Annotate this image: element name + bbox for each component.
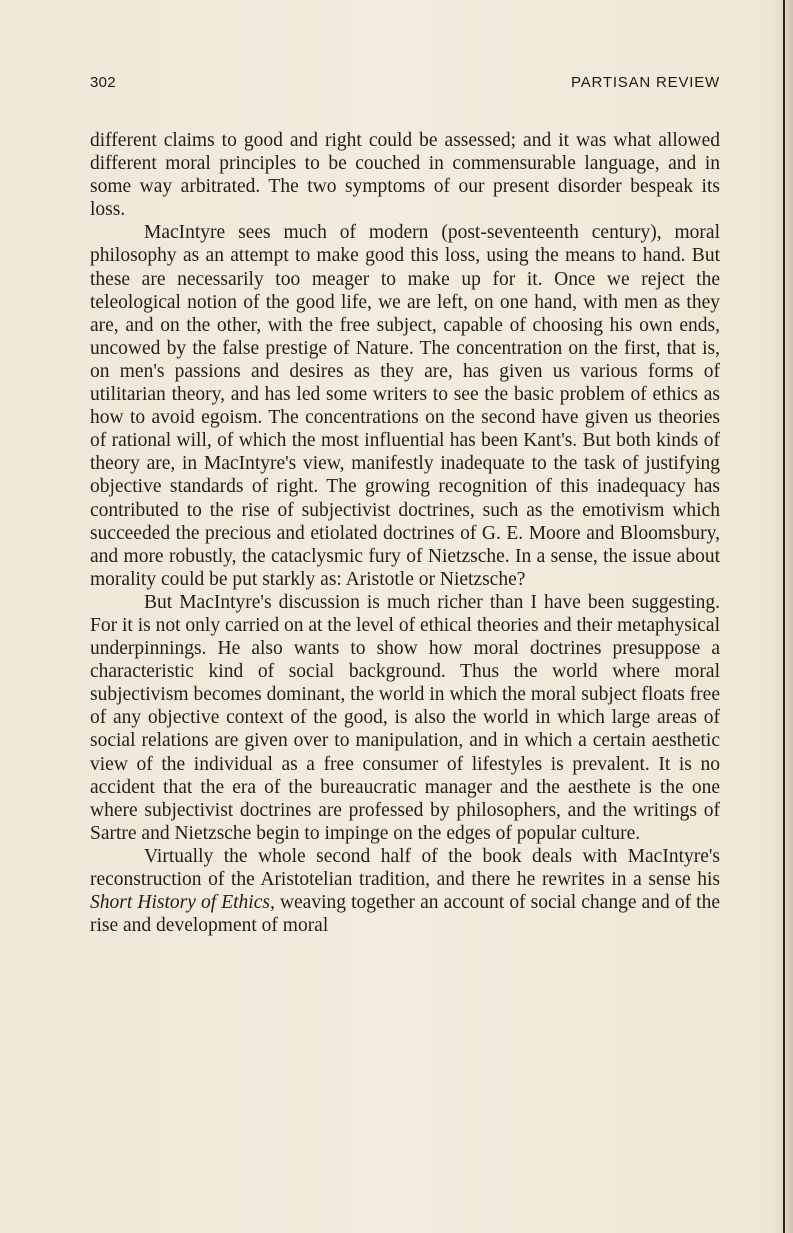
article-body bbox=[90, 129, 720, 937]
paragraph-3: But MacIntyre's discussion is much richer than I have been suggesting. For it is not only carried on at the level of ethical theories and their metaphysical underpinnings. He also wants to show how moral doctrines presuppose a characteristic kind of social background. Thus the world where moral subjectivism becomes dominant, the world in which the moral subject floats free of any objective context of the good, is also the world in which large areas of social relations are given over to manipulation, and in which a certain aesthetic view of the individual as a free consumer of lifestyles is prevalent. It is no accident that the era of the bureaucratic manager and the aesthete is the one where subjectivist doctrines are professed by philosophers, and the writings of Sartre and Nietzsche begin to impinge on the edges of popular culture. bbox=[90, 591, 720, 844]
paragraph-4-text-a: Virtually the whole second half of the book deals with MacIntyre's reconstruction of the Aristotelian tradition, and there he rewrites in a sense his bbox=[90, 845, 720, 890]
paragraph-1: different claims to good and right could be assessed; and it was what allowed different moral principles to be couched in commensurable language, and in some way arbitrated. The two symptoms of our present disorder bespeak its loss. bbox=[90, 130, 720, 221]
page-edge-shadow bbox=[771, 0, 793, 1233]
paragraph-4 bbox=[90, 845, 720, 937]
paragraph-4-text-b: weaving together an account of social change and of the rise and development of moral bbox=[90, 892, 720, 937]
page-header bbox=[90, 74, 720, 96]
page-edge-line bbox=[783, 0, 785, 1233]
page-number: 302 bbox=[90, 74, 116, 91]
book-title: Short History of Ethics, bbox=[90, 892, 275, 914]
paragraph-2: MacIntyre sees much of modern (post-seventeenth century), moral philosophy as an attempt to make good this loss, using the means to hand. But these are necessarily too meager to make up for it. Once we reject the teleological notion of the good life, we are left, on one hand, with men as they are, and on the other, with the free subject, capable of choosing his own ends, uncowed by the false prestige of Nature. The concentration on the first, that is, on men's passions and desires as they are, has given us various forms of utilitarian theory, and has led some writers to see the basic problem of ethics as how to avoid egoism. The concentrations on the second have given us theories of rational will, of which the most influential has been Kant's. But both kinds of theory are, in MacIntyre's view, manifestly inadequate to the task of justifying objective standards of right. The growing recognition of this inadequacy has contributed to the rise of subjectivist doctrines, such as the emotivism which succeeded the precious and etiolated doctrines of G. E. Moore and Bloomsbury, and more robustly, the cataclysmic fury of Nietzsche. In a sense, the issue about morality could be put starkly as: Aristotle or Nietzsche? bbox=[90, 222, 720, 590]
running-head: PARTISAN REVIEW bbox=[571, 74, 720, 91]
